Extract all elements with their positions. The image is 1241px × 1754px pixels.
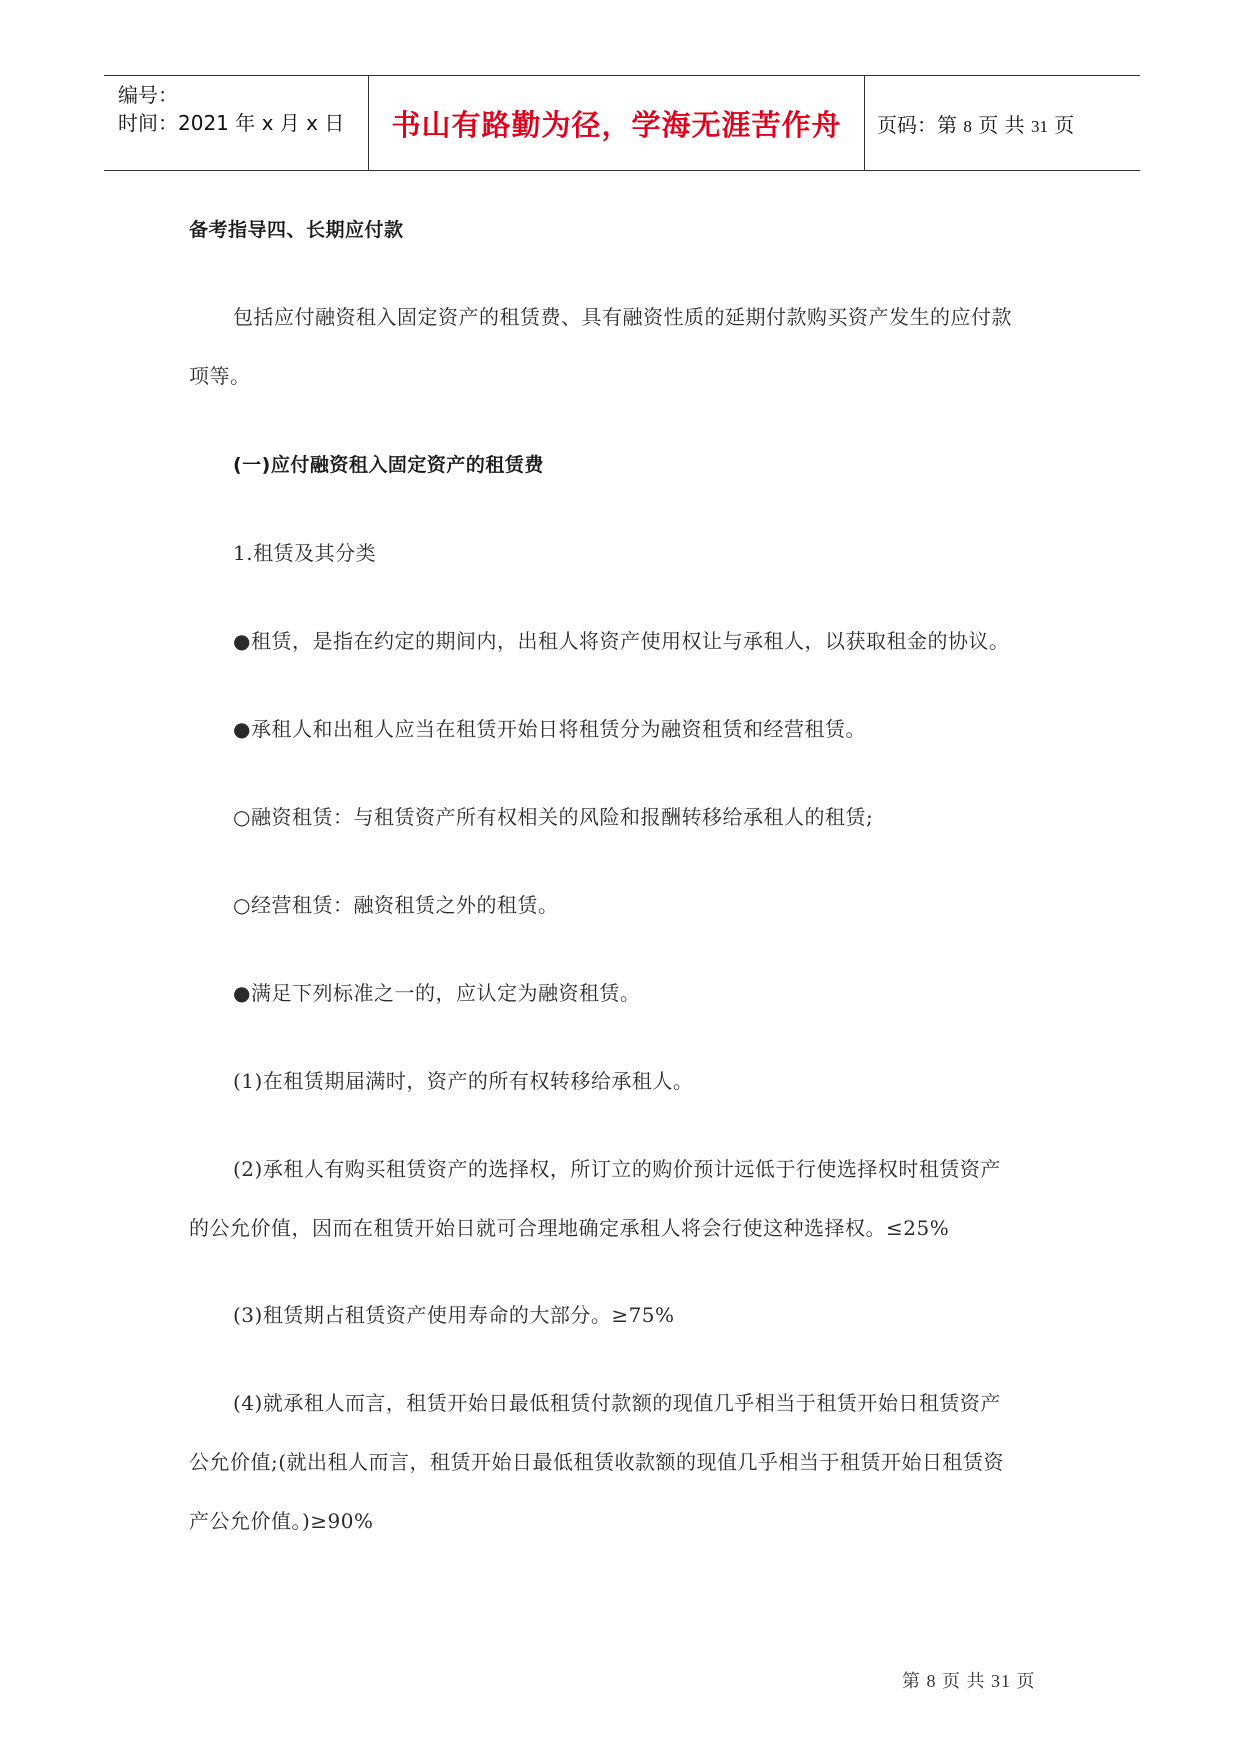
intro-line-1: 包括应付融资租入固定资产的租赁费、具有融资性质的延期付款购买资产发生的应付款 [233, 305, 1012, 329]
header-pager-cell [865, 76, 1140, 170]
header-meta [104, 76, 369, 170]
condition-4-line-2: 公允价值;(就出租人而言，租赁开始日最低租赁收款额的现值几乎相当于租赁开始日租赁资 [189, 1450, 1005, 1474]
condition-2-line-2: 的公允价值，因而在租赁开始日就可合理地确定承租人将会行使这种选择权。≤25% [189, 1216, 950, 1240]
pager-suffix: 页 [1054, 112, 1075, 137]
condition-1: (1)在租赁期届满时，资产的所有权转移给承租人。 [233, 1069, 694, 1093]
pager [877, 109, 1074, 138]
intro-line-2: 项等。 [189, 364, 251, 388]
time-label: 时间：2021 年 x 月 x 日 [118, 111, 345, 135]
condition-2-line-1: (2)承租人有购买租赁资产的选择权，所订立的购价预计远低于行使选择权时租赁资产 [233, 1157, 1001, 1181]
serial-label: 编号： [118, 83, 178, 107]
condition-4-line-1: (4)就承租人而言，租赁开始日最低租赁付款额的现值几乎相当于租赁开始日租赁资产 [233, 1391, 1001, 1415]
pager-mid: 页 共 [978, 112, 1025, 137]
sub-finance-lease: ○融资租赁：与租赁资产所有权相关的风险和报酬转移给承租人的租赁; [233, 805, 874, 829]
pager-total: 31 [1030, 116, 1048, 136]
subsection-title: (一)应付融资租入固定资产的租赁费 [233, 454, 544, 476]
header-motto-cell [369, 76, 865, 170]
sub-operating-lease: ○经营租赁：融资租赁之外的租赁。 [233, 893, 559, 917]
condition-3: (3)租赁期占租赁资产使用寿命的大部分。≥75% [233, 1303, 675, 1327]
section-title: 备考指导四、长期应付款 [189, 219, 404, 241]
bullet-criteria: ●满足下列标准之一的，应认定为融资租赁。 [233, 981, 641, 1005]
bullet-lease-definition: ●租赁，是指在约定的期间内，出租人将资产使用权让与承租人，以获取租金的协议。 [233, 629, 1010, 653]
pager-prefix: 页码：第 [877, 112, 957, 137]
bullet-lease-classification: ●承租人和出租人应当在租赁开始日将租赁分为融资租赁和经营租赁。 [233, 717, 866, 741]
pager-page: 8 [963, 116, 972, 136]
condition-4-line-3: 产公允价值。)≥90% [189, 1509, 374, 1533]
item-title: 1.租赁及其分类 [233, 541, 377, 565]
page-footer: 第 8 页 共 31 页 [902, 1671, 1036, 1691]
motto: 书山有路勤为径，学海无涯苦作舟 [391, 107, 842, 142]
page-header [104, 75, 1140, 171]
